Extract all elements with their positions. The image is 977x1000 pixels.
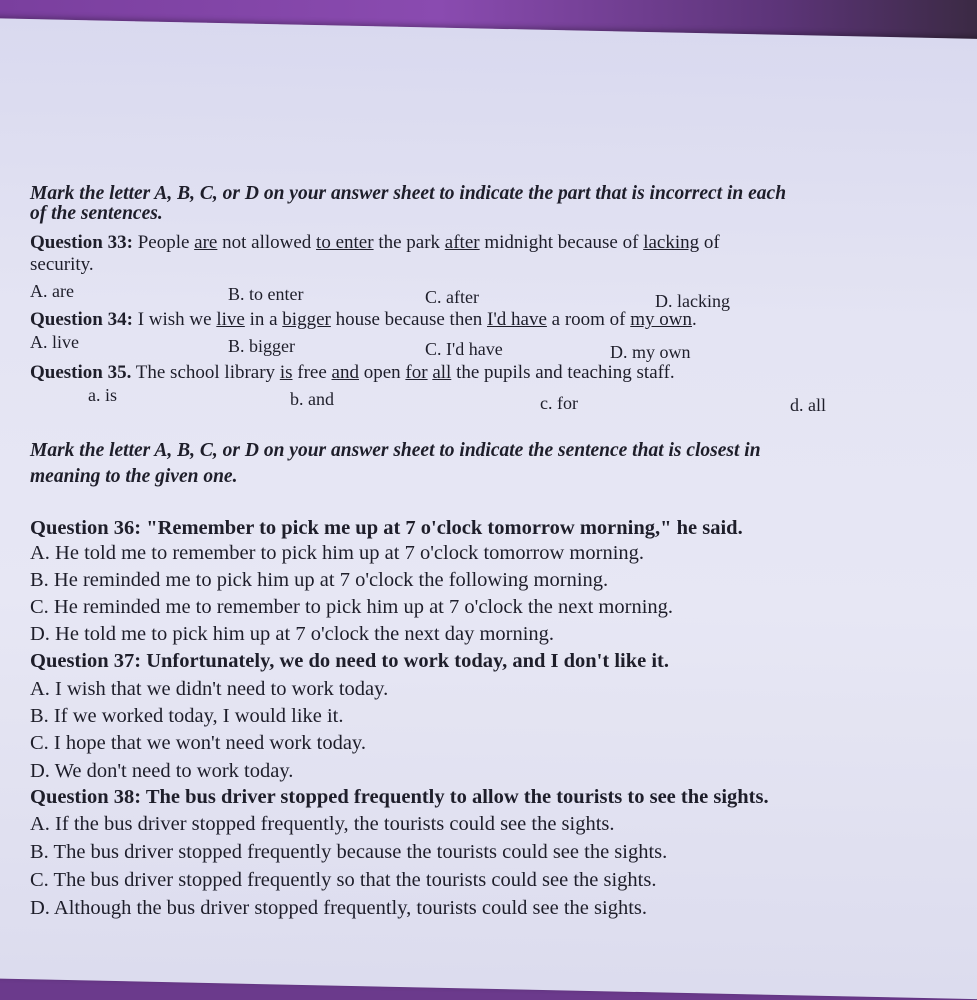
question-34-label: Question 34:	[30, 309, 133, 330]
q33-underlined-d: lacking	[643, 232, 700, 253]
q34-underlined-c: I'd have	[487, 309, 547, 330]
question-38-label: Question 38:	[30, 786, 142, 808]
q34-underlined-b: bigger	[282, 309, 331, 330]
question-36-label: Question 36:	[30, 517, 142, 539]
question-35	[30, 362, 675, 384]
question-36	[30, 516, 743, 541]
q38-option-b: B. The bus driver stopped frequently because the tourists could see the sights.	[30, 841, 668, 863]
q33-option-c: C. after	[425, 287, 479, 307]
q34-underlined-d: my own	[630, 309, 693, 330]
q34-text: in a	[244, 309, 283, 330]
question-38-text: The bus driver stopped frequently to allow the tourists to see the sights.	[141, 786, 769, 808]
q33-option-a: A. are	[30, 281, 74, 301]
q35-option-d: d. all	[790, 395, 826, 415]
question-33	[30, 232, 720, 254]
q35-text: open	[358, 362, 406, 383]
q35-underlined-d: all	[432, 362, 452, 383]
q35-option-a: a. is	[88, 385, 117, 405]
q35-text: The school library	[131, 362, 280, 383]
q35-underlined-a: is	[279, 362, 293, 383]
question-37-label: Question 37:	[30, 650, 142, 672]
q33-option-b: B. to enter	[228, 284, 304, 304]
q37-option-b: B. If we worked today, I would like it.	[30, 705, 344, 727]
q35-underlined-b: and	[331, 362, 359, 383]
q34-text: .	[692, 309, 697, 330]
q34-underlined-a: live	[216, 309, 245, 330]
q37-option-a: A. I wish that we didn't need to work today.	[30, 678, 389, 700]
q35-text: the pupils and teaching staff.	[451, 362, 675, 383]
q33-underlined-a: are	[194, 232, 218, 253]
question-35-label: Question 35.	[30, 362, 132, 383]
q35-option-b: b. and	[290, 389, 334, 409]
question-37-text: Unfortunately, we do need to work today, and I don't like it.	[141, 650, 669, 672]
q38-option-c: C. The bus driver stopped frequently so that the tourists could see the sights.	[30, 869, 657, 891]
q33-text: not allowed	[217, 232, 317, 253]
q38-option-d: D. Although the bus driver stopped frequently, tourists could see the sights.	[30, 897, 648, 919]
q33-text: midnight because of	[479, 232, 644, 253]
q34-option-b: B. bigger	[228, 336, 295, 356]
q33-option-d: D. lacking	[655, 291, 730, 311]
q34-text: house because then	[330, 309, 488, 330]
q37-option-d: D. We don't need to work today.	[30, 760, 294, 782]
q33-text: of	[699, 232, 720, 253]
q38-option-a: A. If the bus driver stopped frequently, the tourists could see the sights.	[30, 813, 615, 835]
q35-text: free	[292, 362, 332, 383]
instruction-incorrect-line-1: Mark the letter A, B, C, or D on your answer sheet to indicate the part that is incorrect in each	[30, 183, 787, 204]
question-33-label: Question 33:	[30, 232, 133, 253]
instruction-meaning-line-2: meaning to the given one.	[30, 466, 238, 487]
q36-option-c: C. He reminded me to remember to pick him up at 7 o'clock the next morning.	[30, 596, 674, 618]
q37-option-c: C. I hope that we won't need work today.	[30, 732, 366, 754]
instruction-incorrect-line-2: of the sentences.	[30, 203, 163, 224]
q36-option-b: B. He reminded me to pick him up at 7 o'clock the following morning.	[30, 569, 609, 591]
q34-option-d: D. my own	[610, 342, 691, 362]
q34-option-c: C. I'd have	[425, 339, 503, 359]
question-33-continuation: security.	[30, 254, 94, 275]
q33-text: People	[132, 232, 195, 253]
question-36-text: "Remember to pick me up at 7 o'clock tomorrow morning," he said.	[141, 517, 743, 539]
q34-text: a room of	[546, 309, 631, 330]
q33-text: the park	[373, 232, 445, 253]
q35-option-c: c. for	[540, 393, 578, 413]
q34-text: I wish we	[132, 309, 217, 330]
q36-option-d: D. He told me to pick him up at 7 o'clock the next day morning.	[30, 623, 555, 645]
instruction-meaning-line-1: Mark the letter A, B, C, or D on your answer sheet to indicate the sentence that is closest in	[30, 440, 761, 461]
q35-underlined-c: for	[405, 362, 428, 383]
q33-underlined-c: after	[444, 232, 480, 253]
q33-underlined-b: to enter	[316, 232, 374, 253]
q36-option-a: A. He told me to remember to pick him up at 7 o'clock tomorrow morning.	[30, 542, 645, 564]
question-38	[30, 785, 769, 810]
question-34	[30, 309, 697, 331]
question-37	[30, 649, 669, 674]
q34-option-a: A. live	[30, 332, 79, 352]
